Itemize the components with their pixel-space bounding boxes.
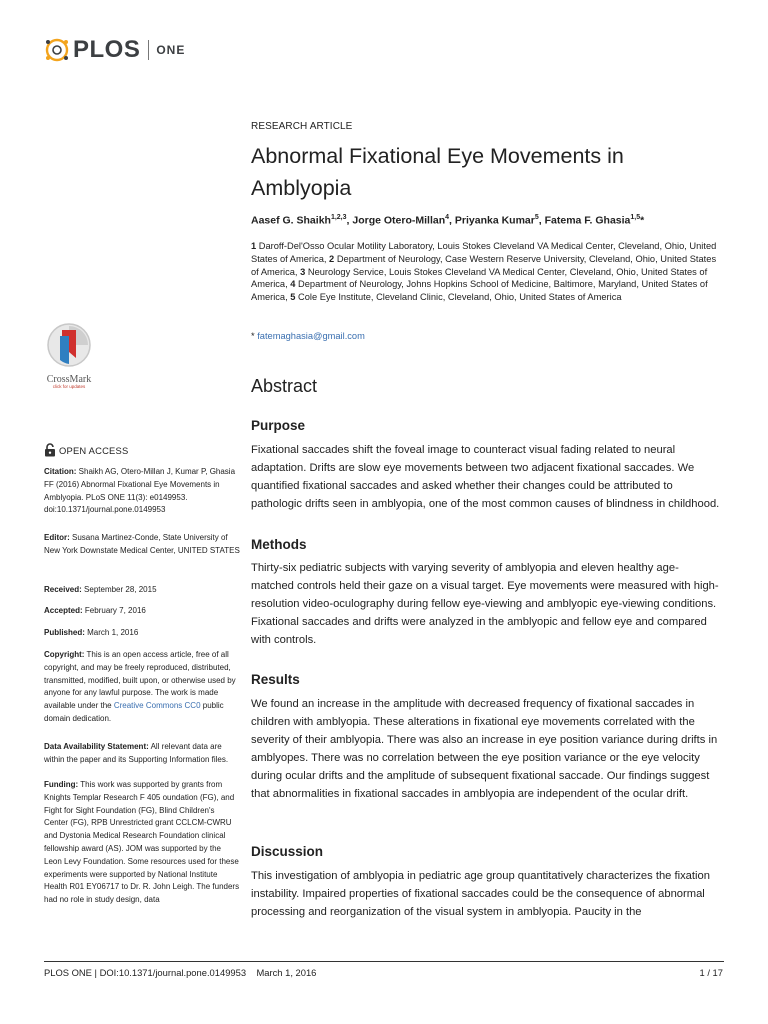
received-date: September 28, 2015 [84,585,157,594]
section-heading-purpose: Purpose [251,418,306,433]
data-availability [44,741,240,767]
citation-label: Citation: [44,467,77,476]
funding-label: Funding: [44,780,79,789]
section-text-discussion: This investigation of amblyopia in pediatric age group quantitatively characterizes the fixation instability. Impaired properties of fixational saccades could be the consequence of abnormal processing and reorganization of the visual system in amblyopia. Paucity in the [251,870,710,918]
editor [44,532,240,558]
logo-divider [148,40,149,60]
affil-number: 5 [290,292,296,303]
affil-text: Daroff-Del'Osso Ocular Motility Laboratory, Louis Stokes Cleveland VA Medical Center, Cleveland, Ohio, United States of America, [251,241,717,264]
section-text-methods: Thirty-six pediatric subjects with varying severity of amblyopia and eleven healthy age-matched controls held their gaze on a visual target. Eye movements were measured with high-resolution video-oculography during fellow eye-viewing and amblyopic eye-viewing conditions. Fixational saccades and drifts were analyzed in the amblyopic and fellow eye and compared with controls. [251,562,719,646]
copyright-text: This is an open access article, free of all copyright, and may be freely reproduced, distributed, transmitted, modified, built upon, or otherwise used by anyone for any lawful purpose. The work is made available under the [44,650,236,711]
accepted-date: February 7, 2016 [84,606,146,615]
open-access-label: OPEN ACCESS [59,444,129,456]
accepted [44,605,240,618]
funding-text: This work was supported by grants from Knights Templar Research F 405 oundation (FG), and Fight for Sight Foundation (FG), Blind Children's Center (FG), RPB Unrestricted grant CCLCM-CWRU and Dystonia Medical Research Foundation clinical fellowship award (AS). JOM was supported by the Leon Levy Foundation. Some resources used for these experiments were supported by National Institute Health R01 EY06717 to Dr. R. John Leigh. The funders had no role in study design, data [44,780,240,905]
crossmark-badge[interactable] [44,322,94,389]
page-number: 1 / 17 [699,967,723,978]
published [44,627,240,640]
copyright-text-end: public domain dedication. [44,701,224,723]
author-name: Jorge Otero-Millan [352,214,446,227]
email-link[interactable]: fatemaghasia@gmail.com [257,331,365,341]
affil-number: 4 [290,279,296,290]
accepted-label: Accepted: [44,606,83,615]
corresponding-email[interactable] [251,331,365,341]
affil-number: 3 [300,266,306,277]
corresponding-star: * [640,214,645,227]
section-text-results: We found an increase in the amplitude with decreased frequency of fixational saccades in children with amblyopia. These alterations in fixational eye movements correlated with the severity of their amblyopia. There was also an increase in eye position variance during drifts in amblyopes. There was no correlation between the eye position variance or the eye velocity during ocular drifts and the amplitude of subsequent fixational saccade. Our findings suggest that abnormalities in fixational saccades in amblyopia are independent of the ocular drift. [251,698,718,800]
author-affil-sup: 5 [534,214,539,221]
copyright-label: Copyright: [44,650,85,659]
affil-text: Neurology Service, Louis Stokes Cleveland VA Medical Center, Cleveland, Ohio, United States of America, [251,266,708,290]
abstract-heading: Abstract [251,376,318,396]
affil-text: Department of Neurology, Johns Hopkins School of Medicine, Baltimore, Maryland, United States of America, [251,279,708,303]
published-date: March 1, 2016 [87,628,139,637]
author-affil-sup: 4 [445,214,450,221]
data-availability-text: All relevant data are within the paper and its Supporting Information files. [44,742,229,764]
affil-number: 2 [329,253,335,264]
editor-label: Editor: [44,533,70,542]
crossmark-label: CrossMark [46,374,92,385]
published-label: Published: [44,628,85,637]
journal-subname: ONE [156,43,186,57]
received-label: Received: [44,585,82,594]
author-name: Fatema F. Ghasia [544,214,631,227]
citation-text: Shaikh AG, Otero-Millan J, Kumar P, Ghasia FF (2016) Abnormal Fixational Eye Movements in Amblyopia. PLoS ONE 11(3): e0149953. doi:10.1371/journal.pone.0149953 [44,467,236,515]
funding [44,779,240,907]
section-text-purpose: Fixational saccades shift the foveal image to counteract visual fading related to neural adaptation. Drifts are slow eye movements between two adjacent fixational saccades. We quantified fixational saccades and asked whether their changes could be attributed to pathologic drifts seen in amblyopia, one of the most common causes of blindness in childhood. [251,444,720,510]
section-heading-discussion: Discussion [251,844,324,859]
affiliations [251,240,721,304]
author-name: Aasef G. Shaikh [251,214,331,227]
article-title: Abnormal Fixational Eye Movements in Amblyopia [251,144,624,200]
email-star: * [251,331,255,341]
received [44,584,240,597]
open-lock-icon [44,443,56,457]
data-availability-label: Data Availability Statement: [44,742,149,751]
crossmark-sub: click for updates [52,384,86,389]
affil-text: Cole Eye Institute, Cleveland Clinic, Cleveland, Ohio, United States of America [298,292,622,303]
footer-rule [44,961,724,962]
section-heading-results: Results [251,672,300,687]
journal-name: PLOS [73,36,141,63]
article-type: RESEARCH ARTICLE [251,121,353,132]
author-affil-sup: 1,2,3 [330,214,347,221]
crossmark-icon [46,322,92,368]
section-heading-methods: Methods [251,537,307,552]
open-access [44,443,128,457]
cc0-link[interactable]: Creative Commons CC0 [113,701,201,711]
editor-text: Susana Martinez-Conde, State University of New York Downstate Medical Center, UNITED STATES [44,533,240,555]
affil-number: 1 [251,241,257,251]
footer-citation: PLOS ONE | DOI:10.1371/journal.pone.0149953 March 1, 2016 [44,967,317,978]
journal-logo[interactable] [44,36,185,64]
author-list: Aasef G. Shaikh$^{1,2,3}$, Jorge Otero-Millan$^4$, Priyanka Kumar$^5$, Fatema F. Ghasia$^{1,5}$* [251,214,645,227]
plos-logo-icon [44,37,70,63]
citation [44,466,240,517]
affil-text: Department of Neurology, Case Western Reserve University, Cleveland, Ohio, United States of America, [251,253,717,277]
author-affil-sup: 1,5 [630,214,641,221]
copyright [44,649,240,726]
author-name: Priyanka Kumar [454,214,535,227]
